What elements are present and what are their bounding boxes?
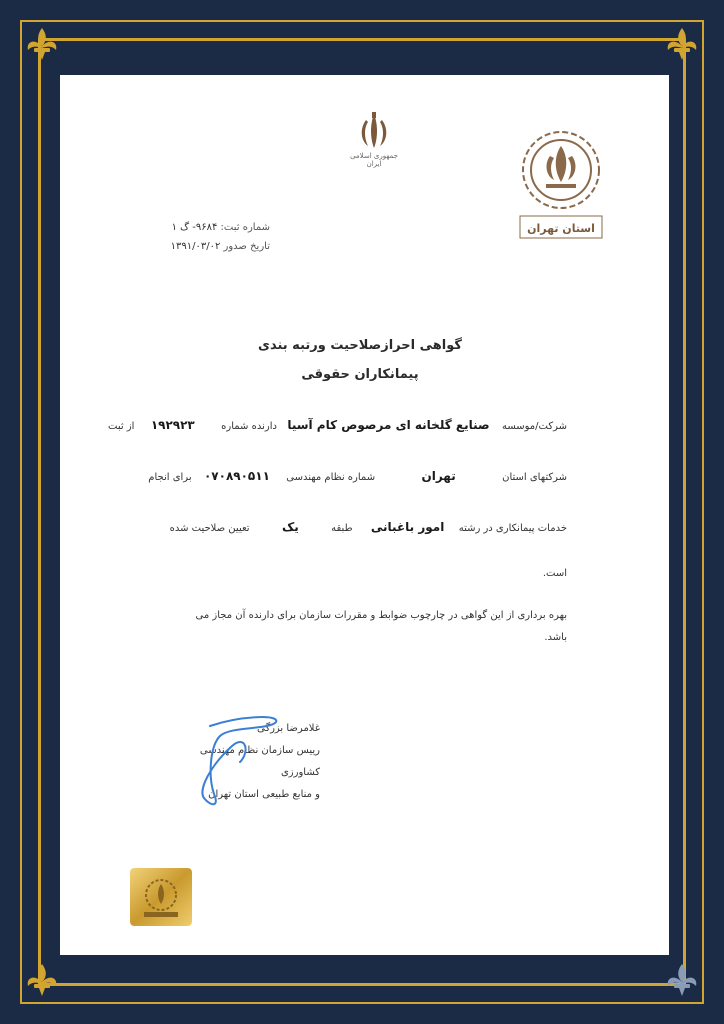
certificate-title: گواهی احرازصلاحیت ورتبه بندی — [258, 338, 462, 353]
body-line-3 — [170, 520, 567, 534]
body-usage-line-2: باشد. — [544, 632, 567, 643]
registration-number: ۱۹۲۹۲۳ — [150, 418, 195, 432]
province-name: تهران — [421, 469, 456, 483]
engineering-number: ۰۷۰۸۹۰۵۱۱ — [203, 469, 270, 483]
emblem-caption: جمهوری اسلامی ایران — [350, 152, 398, 168]
text-holder-number: دارنده شماره — [221, 421, 277, 432]
date-label: تاریخ صدور — [223, 241, 270, 252]
text-province-companies: شرکتهای استان — [502, 472, 567, 483]
signatory-title-2: و منابع طبیعی استان تهران — [208, 789, 320, 800]
national-emblem-icon — [350, 108, 398, 156]
grade-value: یک — [281, 520, 299, 534]
signatory-title-1: رییس سازمان نظام مهندسی کشاورزی — [199, 745, 320, 778]
certificate-subtitle: پیمانکاران حقوقی — [301, 367, 419, 382]
text-from-registry: از ثبت — [108, 421, 135, 432]
hologram-sticker — [130, 868, 192, 926]
handwritten-signature — [180, 706, 290, 816]
field-name: امور باغبانی — [370, 520, 445, 534]
reg-value: ۹۶۸۴- گ ۱ — [171, 222, 218, 233]
fleur-de-lis-icon — [22, 24, 62, 64]
body-line-2 — [148, 469, 567, 483]
company-name: صنایع گلخانه ای مرصوص کام آسیا — [287, 418, 490, 432]
body-line-1 — [108, 418, 567, 432]
text-company-prefix: شرکت/موسسه — [501, 421, 567, 432]
seal-province-label: استان تهران — [527, 222, 595, 235]
text-qualified: تعیین صلاحیت شده — [169, 523, 250, 534]
body-usage-line-1: بهره برداری از این گواهی در چارچوب ضوابط و مقررات سازمان برای دارنده آن مجاز می — [195, 610, 567, 621]
body-line-4: است. — [542, 568, 567, 579]
text-contracting-services: خدمات پیمانکاری در رشته — [458, 523, 567, 534]
fleur-de-lis-icon — [662, 960, 702, 1000]
text-grade: طبقه — [331, 523, 353, 534]
fleur-de-lis-icon — [662, 24, 702, 64]
registration-meta — [140, 218, 270, 256]
signatory-name: غلامرضا بزرگی — [256, 723, 320, 734]
text-for-performing: برای انجام — [148, 472, 192, 483]
fleur-de-lis-icon — [22, 960, 62, 1000]
reg-label: شماره ثبت: — [220, 222, 270, 233]
text-engineering-number: شماره نظام مهندسی — [286, 472, 376, 483]
date-value: ۱۳۹۱/۰۳/۰۲ — [170, 241, 221, 252]
